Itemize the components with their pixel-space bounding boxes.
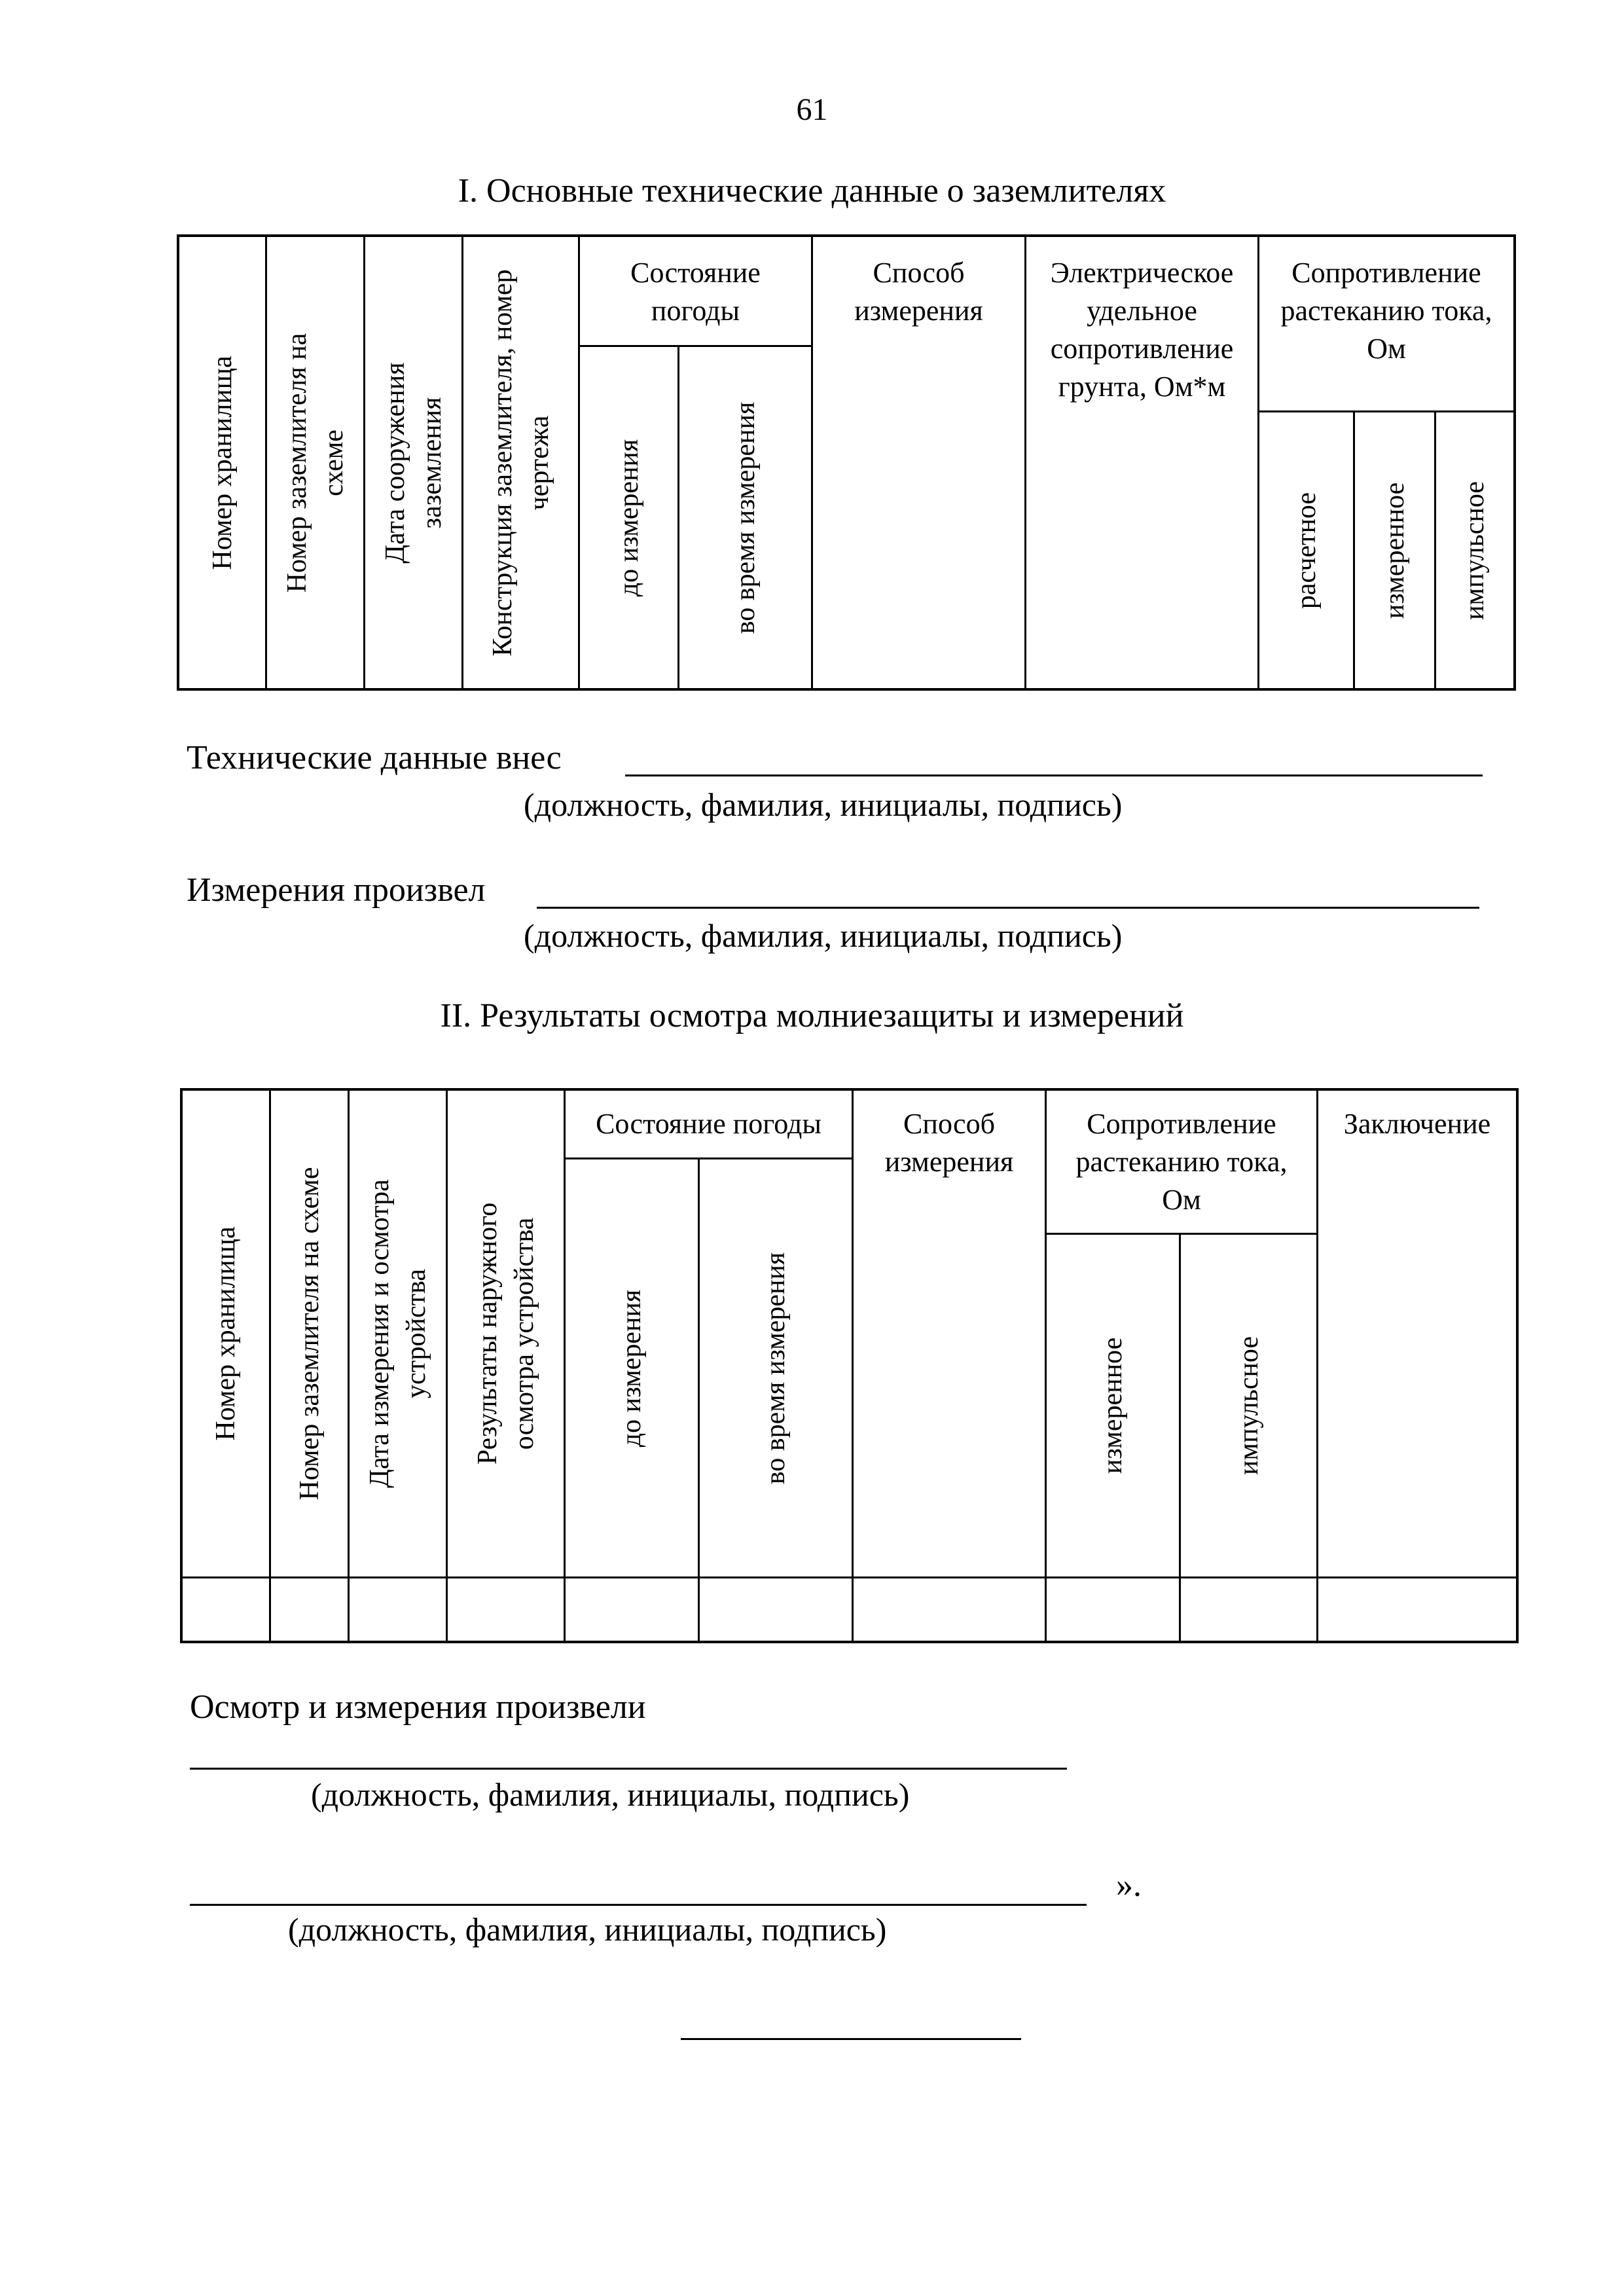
header-conclusion: Заключение: [1318, 1091, 1516, 1578]
header-res-impulse: импульсное: [1460, 481, 1490, 620]
header-method: Способ измерения: [854, 1091, 1047, 1578]
header-weather-during: во время измерения: [700, 1159, 854, 1578]
inspection-results-table: [180, 1088, 1519, 1643]
header-inspection-date: Дата измерения и осмотра устройства: [350, 1091, 448, 1578]
header-weather: Состояние погоды: [566, 1091, 854, 1159]
inspector-2-field[interactable]: [190, 1904, 1087, 1906]
table-cell[interactable]: [566, 1578, 700, 1641]
table-cell[interactable]: [350, 1578, 448, 1641]
header-resistance: Сопротивление растеканию тока, Ом: [1047, 1091, 1318, 1235]
entered-by-label: Технические данные внес: [187, 739, 562, 776]
header-grounding-number: Номер заземлителя на схеме: [267, 237, 365, 688]
table-cell[interactable]: [271, 1578, 350, 1641]
table-cell[interactable]: [448, 1578, 566, 1641]
header-inspection-results: Результаты наружного осмотра устройства: [448, 1091, 566, 1578]
header-storage-number: Номер хранилища: [179, 237, 267, 688]
grounding-data-table: [177, 234, 1516, 691]
table-cell[interactable]: [854, 1578, 1047, 1641]
header-resistivity: Электрическое удельное сопротивление грунта, Ом*м: [1026, 237, 1259, 688]
table-cell[interactable]: [1181, 1578, 1318, 1641]
measured-by-field[interactable]: [537, 907, 1479, 909]
header-weather: Состояние погоды: [580, 237, 813, 347]
header-res-measured: измеренное: [1047, 1235, 1181, 1578]
inspection-label: Осмотр и измерения произвели: [190, 1688, 646, 1726]
end-separator: [681, 2038, 1021, 2040]
header-weather-during: во время измерения: [679, 347, 813, 688]
table-cell[interactable]: [183, 1578, 271, 1641]
header-res-impulse: импульсное: [1181, 1235, 1318, 1578]
header-resistance: Сопротивление растеканию тока, Ом: [1259, 237, 1513, 412]
page-number: 61: [796, 92, 828, 127]
table-cell[interactable]: [1047, 1578, 1181, 1641]
section-2-title: II. Результаты осмотра молниезащиты и измерений: [440, 997, 1184, 1034]
entered-by-caption: (должность, фамилия, инициалы, подпись): [524, 786, 1123, 823]
table-cell[interactable]: [700, 1578, 854, 1641]
inspector-1-field[interactable]: [190, 1768, 1067, 1770]
header-weather-before: до измерения: [580, 347, 679, 688]
header-res-measured: измеренное: [1355, 412, 1436, 688]
entered-by-field[interactable]: [625, 774, 1483, 776]
inspector-2-caption: (должность, фамилия, инициалы, подпись): [288, 1911, 887, 1948]
inspector-1-caption: (должность, фамилия, инициалы, подпись): [311, 1776, 910, 1813]
header-construction-date: Дата сооружения заземления: [365, 237, 463, 688]
section-1-title: I. Основные технические данные о заземлителях: [458, 172, 1166, 210]
table-cell[interactable]: [1318, 1578, 1516, 1641]
closing-quote: ».: [1116, 1867, 1142, 1904]
header-storage-number: Номер хранилища: [183, 1091, 271, 1578]
header-weather-before: до измерения: [566, 1159, 700, 1578]
measured-by-label: Измерения произвел: [187, 871, 486, 909]
header-method: Способ измерения: [813, 237, 1026, 688]
header-res-calculated: расчетное: [1259, 412, 1355, 688]
header-construction-design: Конструкция заземлителя, номер чертежа: [463, 237, 580, 688]
measured-by-caption: (должность, фамилия, инициалы, подпись): [524, 917, 1123, 954]
header-grounding-number: Номер заземлителя на схеме: [271, 1091, 350, 1578]
